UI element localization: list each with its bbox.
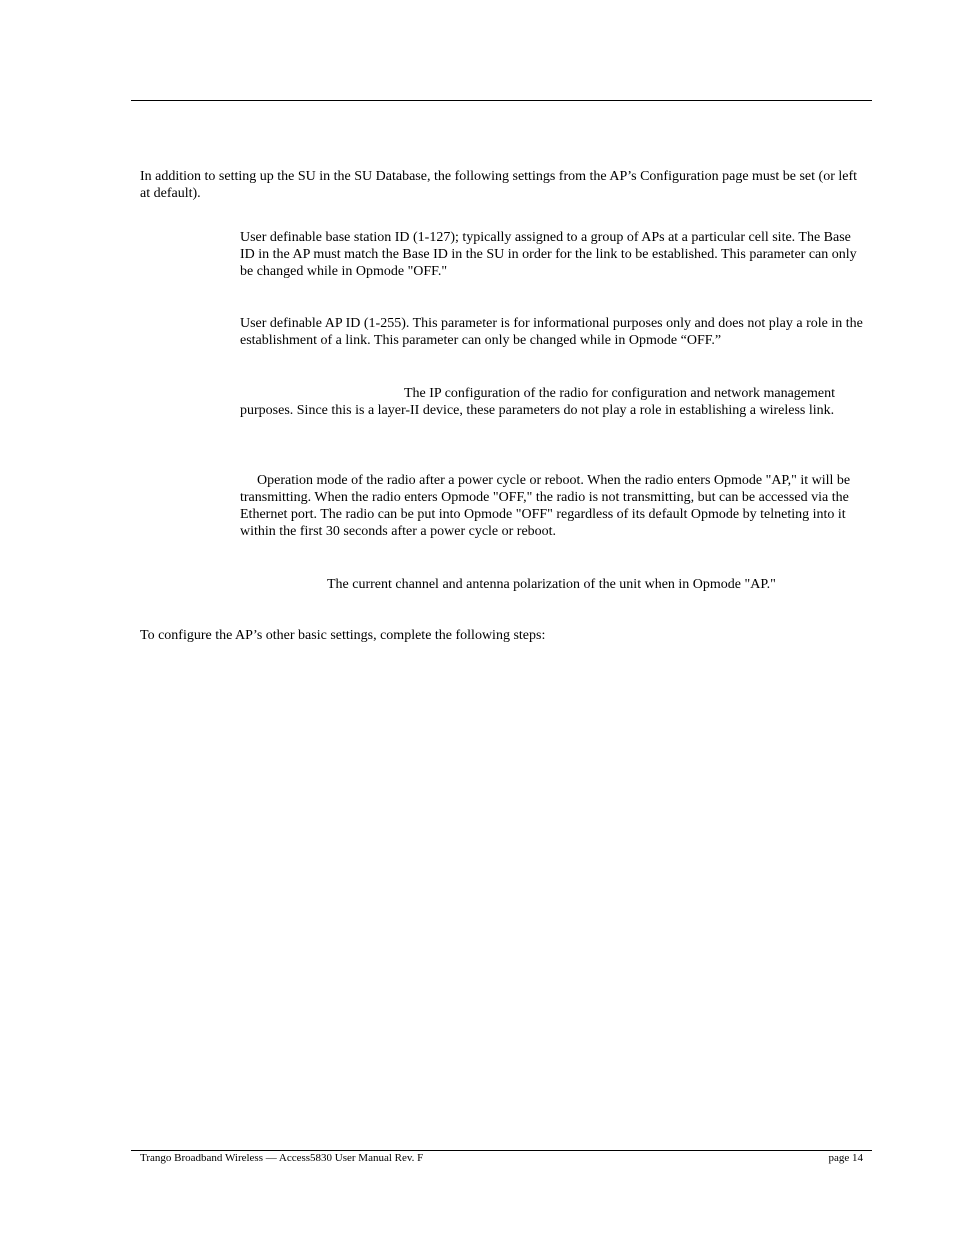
active-channel-description: The current channel and antenna polarization of the unit when in Opmode "AP."	[327, 577, 776, 592]
footer-document-title: Trango Broadband Wireless — Access5830 User Manual Rev. F	[140, 1152, 424, 1164]
default-opmode-description: Operation mode of the radio after a power cycle or reboot. When the radio enters Opmode "AP," it will be transmitting. When the radio enters Opmode "OFF," the radio is not transmitting, but can be accessed via the Ethernet port. The radio can be put into Opmode "OFF" regardless of its default Opmode by telneting into it within the first 30 seconds after a power cycle or reboot.	[240, 473, 851, 539]
ap-id-description: User definable AP ID (1-255). This parameter is for informational purposes only and does not play a role in the establishment of a link. This parameter can only be changed while in Opmode “OFF.”	[240, 316, 863, 348]
header-rule	[131, 100, 872, 101]
ip-config-description: The IP configuration of the radio for configuration and network management purposes. Since this is a layer-II device, these parameters do not play a role in establishing a wireless link.	[240, 386, 836, 418]
steps-intro-paragraph: To configure the AP’s other basic settings, complete the following steps:	[140, 628, 546, 643]
intro-paragraph: In addition to setting up the SU in the SU Database, the following settings from the AP’s Configuration page must be set (or left at default).	[140, 169, 858, 201]
base-id-description: User definable base station ID (1-127); typically assigned to a group of APs at a particular cell site. The Base ID in the AP must match the Base ID in the SU in order for the link to be established. This parameter can only be changed while in Opmode "OFF."	[240, 230, 857, 279]
footer-page-number: page 14	[828, 1152, 863, 1164]
footer-rule	[131, 1150, 872, 1151]
